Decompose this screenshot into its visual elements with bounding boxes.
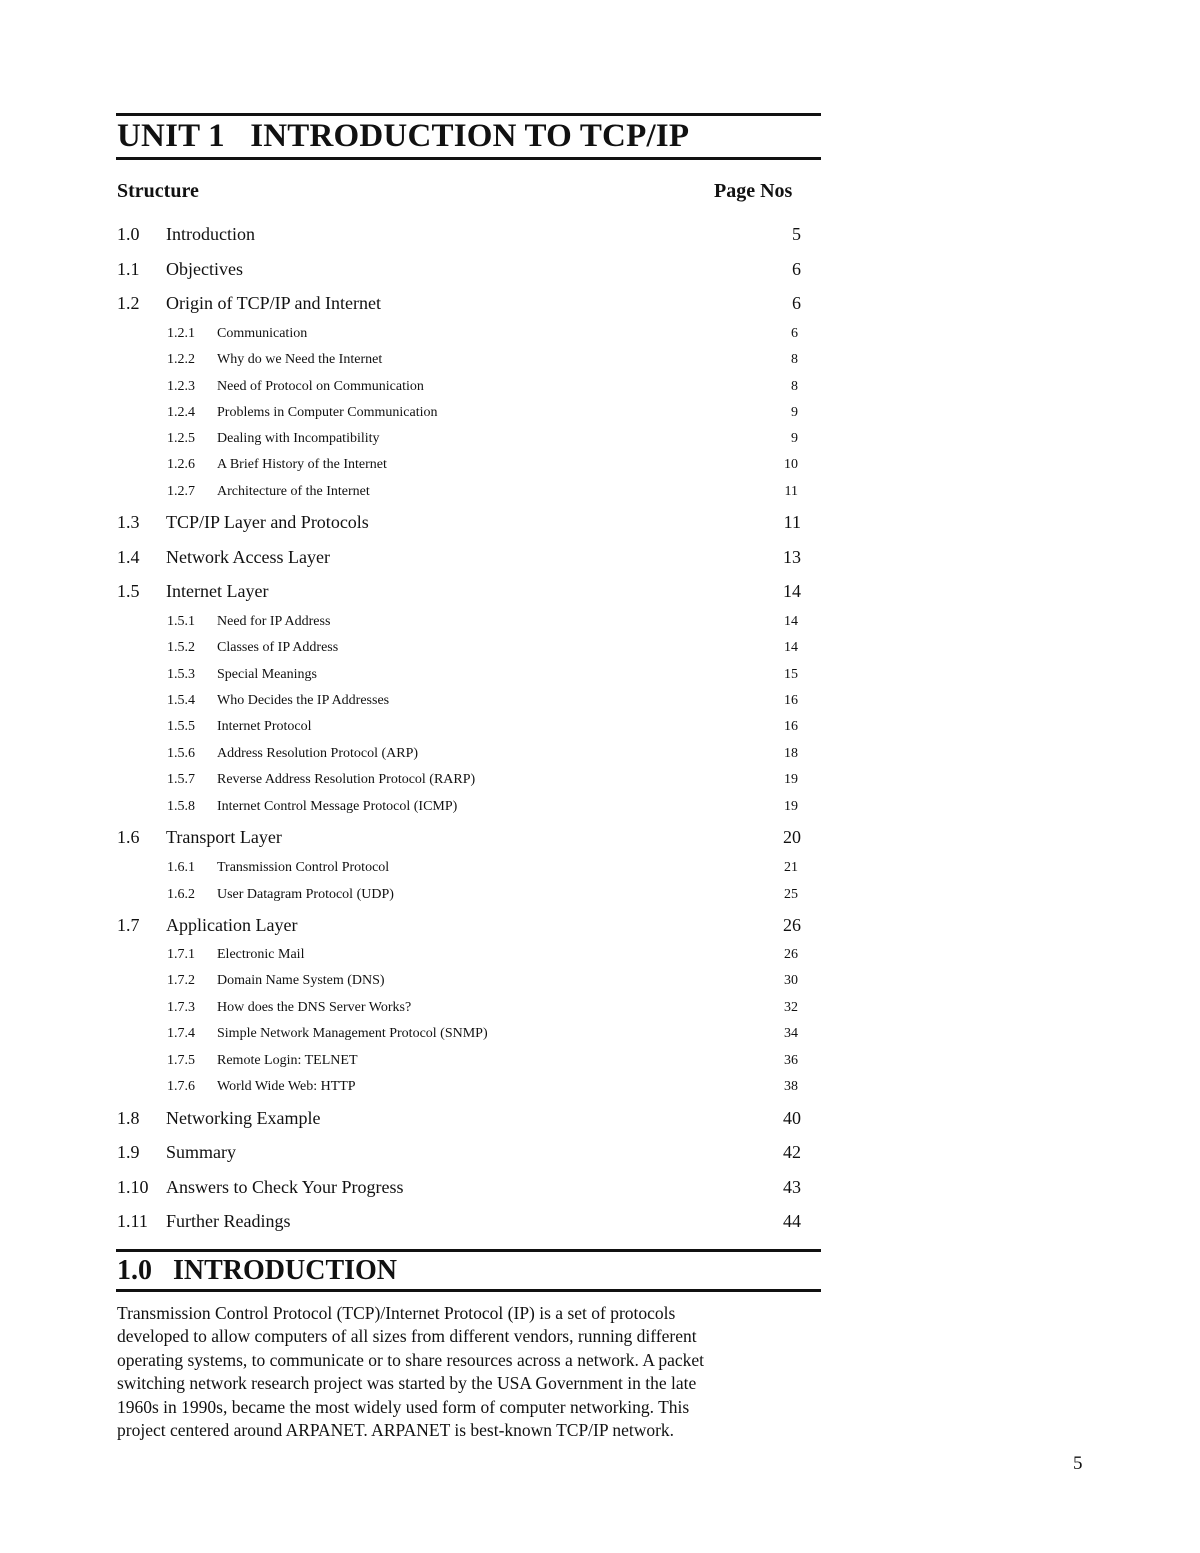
- toc-entry-page: 21: [784, 860, 798, 875]
- toc-entry-label: Transport Layer: [166, 827, 282, 847]
- paragraph-line: operating systems, to communicate or to share resources across a network. A packet: [117, 1349, 705, 1370]
- toc-entry-page: 40: [783, 1108, 801, 1128]
- toc-entry-number: 1.8: [117, 1108, 140, 1128]
- introduction-paragraph: [117, 1302, 817, 1442]
- toc-entry-page: 43: [783, 1177, 801, 1197]
- toc-entry-number: 1.6.2: [167, 887, 195, 902]
- toc-entry-label: Domain Name System (DNS): [217, 973, 385, 988]
- toc-entry-label: Internet Control Message Protocol (ICMP): [217, 799, 458, 814]
- toc-entry-number: 1.2.4: [167, 405, 195, 420]
- toc-entry-page: 25: [784, 887, 798, 902]
- toc-entry-number: 1.5.6: [167, 746, 195, 761]
- toc-entry-number: 1.6: [117, 827, 140, 847]
- toc-entry-number: 1.5.2: [167, 640, 195, 655]
- toc-entry-label: How does the DNS Server Works?: [217, 1000, 412, 1015]
- toc-entry-number: 1.2: [117, 293, 140, 313]
- toc-entry-page: 8: [791, 352, 798, 367]
- toc-entry-page: 20: [783, 827, 801, 847]
- toc-entry-label: A Brief History of the Internet: [217, 457, 387, 472]
- toc-entry-page: 16: [784, 719, 798, 734]
- toc-entry-page: 13: [783, 547, 801, 567]
- toc-entry-label: Reverse Address Resolution Protocol (RARP): [217, 772, 476, 787]
- toc-entry-number: 1.11: [117, 1211, 148, 1231]
- toc-entry-number: 1.3: [117, 512, 140, 532]
- toc-entry-label: Architecture of the Internet: [217, 484, 370, 499]
- toc-entry-number: 1.5: [117, 581, 140, 601]
- toc-entry-label: Transmission Control Protocol: [217, 860, 390, 875]
- toc-entry-label: Classes of IP Address: [217, 640, 339, 655]
- toc-entry-number: 1.6.1: [167, 860, 195, 875]
- toc-entry-page: 10: [784, 457, 798, 472]
- toc-entry-label: Origin of TCP/IP and Internet: [166, 293, 381, 313]
- structure-heading: Structure: [117, 180, 199, 202]
- paragraph-line: switching network research project was started by the USA Government in the late: [117, 1373, 697, 1394]
- toc-entry-number: 1.7: [117, 915, 140, 935]
- toc-entry-page: 19: [784, 772, 798, 787]
- section-title: 1.0 INTRODUCTION: [117, 1255, 398, 1286]
- toc-entry-page: 36: [784, 1053, 798, 1068]
- toc-entry-number: 1.5.3: [167, 667, 195, 682]
- page-number: 5: [1073, 1453, 1083, 1474]
- toc-entry-label: Need for IP Address: [217, 614, 331, 629]
- toc-entry-label: Further Readings: [166, 1211, 291, 1231]
- toc-entry-label: Introduction: [166, 224, 255, 244]
- toc-entry-page: 11: [783, 512, 801, 532]
- toc-entry-label: Application Layer: [166, 915, 298, 935]
- toc-entry-number: 1.5.5: [167, 719, 195, 734]
- toc-entry-page: 26: [784, 947, 798, 962]
- toc-entry-label: Why do we Need the Internet: [217, 352, 383, 367]
- toc-entry-label: Electronic Mail: [217, 947, 305, 962]
- toc-entry-label: World Wide Web: HTTP: [217, 1079, 356, 1094]
- paragraph-line: 1960s in 1990s, became the most widely used form of computer networking. This: [117, 1396, 690, 1417]
- toc-entry-label: Communication: [217, 326, 308, 341]
- toc-entry-page: 9: [791, 405, 798, 420]
- toc-entry-number: 1.2.5: [167, 431, 195, 446]
- paragraph-line: Transmission Control Protocol (TCP)/Internet Protocol (IP) is a set of protocols: [117, 1303, 676, 1323]
- toc-entry-label: Network Access Layer: [166, 547, 330, 567]
- toc-entry-number: 1.7.5: [167, 1053, 195, 1068]
- toc-entry-label: Objectives: [166, 259, 243, 279]
- title-bottom-rule: [116, 157, 821, 160]
- toc-entry-label: Address Resolution Protocol (ARP): [217, 746, 419, 761]
- toc-entry-number: 1.4: [117, 547, 140, 567]
- toc-entry-page: 6: [792, 259, 801, 279]
- section-bottom-rule: [116, 1289, 821, 1292]
- toc-entry-page: 38: [784, 1079, 798, 1094]
- toc-entry-label: TCP/IP Layer and Protocols: [166, 512, 369, 532]
- toc-entry-number: 1.0: [117, 224, 140, 244]
- paragraph-line: project centered around ARPANET. ARPANET is best-known TCP/IP network.: [117, 1420, 675, 1441]
- toc-entry-number: 1.2.1: [167, 326, 195, 341]
- toc-entry-number: 1.2.7: [167, 484, 195, 499]
- toc-entry-page: 30: [784, 973, 798, 988]
- toc-entry-page: 26: [783, 915, 801, 935]
- toc-entry-number: 1.5.8: [167, 799, 195, 814]
- toc-entry-label: Need of Protocol on Communication: [217, 379, 424, 394]
- toc-entry-number: 1.2.6: [167, 457, 195, 472]
- toc-entry-number: 1.7.3: [167, 1000, 195, 1015]
- toc-entry-page: 6: [792, 293, 801, 313]
- toc-entry-label: Special Meanings: [217, 667, 317, 682]
- section-top-rule: [116, 1249, 821, 1252]
- toc-entry-number: 1.2.3: [167, 379, 195, 394]
- toc-entry-page: 16: [784, 693, 798, 708]
- toc-entry-label: Answers to Check Your Progress: [166, 1177, 404, 1197]
- toc-entry-number: 1.2.2: [167, 352, 195, 367]
- toc-entry-label: Dealing with Incompatibility: [217, 431, 380, 446]
- toc-entry-number: 1.7.6: [167, 1079, 195, 1094]
- toc-entry-page: 5: [792, 224, 801, 244]
- paragraph-line: developed to allow computers of all sizes from different vendors, running different: [117, 1326, 697, 1347]
- toc-entry-number: 1.5.1: [167, 614, 195, 629]
- toc-entry-label: Remote Login: TELNET: [217, 1053, 358, 1068]
- toc-entry-label: User Datagram Protocol (UDP): [217, 887, 394, 902]
- unit-title: UNIT 1 INTRODUCTION TO TCP/IP: [117, 118, 690, 154]
- toc-entry-number: 1.9: [117, 1142, 140, 1162]
- toc-entry-number: 1.5.4: [167, 693, 195, 708]
- toc-entry-page: 18: [784, 746, 798, 761]
- toc-entry-page: 6: [791, 326, 798, 341]
- toc-entry-page: 11: [784, 484, 798, 499]
- toc-entry-number: 1.7.2: [167, 973, 195, 988]
- toc-entry-label: Internet Layer: [166, 581, 269, 601]
- toc-entry-number: 1.7.4: [167, 1026, 195, 1041]
- toc-entry-number: 1.1: [117, 259, 140, 279]
- toc-entry-label: Who Decides the IP Addresses: [217, 693, 390, 708]
- toc-entry-page: 34: [784, 1026, 798, 1041]
- toc-entry-page: 14: [783, 581, 801, 601]
- toc-entry-page: 15: [784, 667, 798, 682]
- toc-entry-number: 1.7.1: [167, 947, 195, 962]
- toc-entry-page: 14: [784, 640, 798, 655]
- toc-entry-number: 1.5.7: [167, 772, 195, 787]
- toc-entry-label: Problems in Computer Communication: [217, 405, 438, 420]
- toc-entry-page: 44: [783, 1211, 801, 1231]
- toc-entry-label: Internet Protocol: [217, 719, 312, 734]
- toc-entry-page: 32: [784, 1000, 798, 1015]
- toc-entry-label: Networking Example: [166, 1108, 321, 1128]
- toc-entry-page: 19: [784, 799, 798, 814]
- toc-entry-label: Summary: [166, 1142, 236, 1162]
- toc-entry-page: 9: [791, 431, 798, 446]
- toc-entry-page: 8: [791, 379, 798, 394]
- toc-entry-page: 14: [784, 614, 798, 629]
- toc-entry-number: 1.10: [117, 1177, 149, 1197]
- page-nos-heading: Page Nos: [714, 180, 793, 202]
- toc-entry-page: 42: [783, 1142, 801, 1162]
- toc-entry-label: Simple Network Management Protocol (SNMP): [217, 1026, 488, 1041]
